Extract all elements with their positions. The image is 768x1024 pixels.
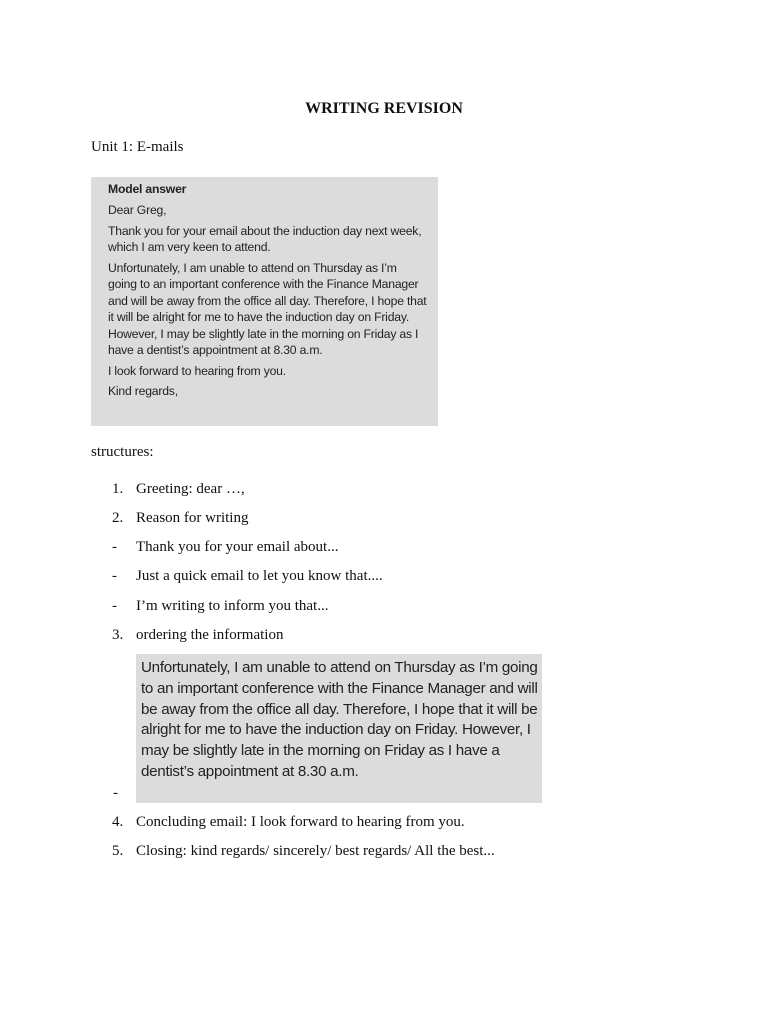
excerpt-box: Unfortunately, I am unable to attend on Thursday as I’m going to an important conference with the Finance Manager and will be away from the office all day. Therefore, I hope that it will be alright for me to have the induction day on Friday. However, I may be slightly late in the morning on Friday as I have a dentist’s appointment at 8.30 a.m. <box>136 654 542 803</box>
list-text: Closing: kind regards/ sincerely/ best regards/ All the best... <box>136 843 495 859</box>
list-marker: 2. <box>112 510 124 526</box>
list-text: ordering the information <box>136 627 284 643</box>
unit-heading: Unit 1: E-mails <box>91 139 184 155</box>
list-text: Greeting: dear …, <box>136 481 245 497</box>
list-text: I’m writing to inform you that... <box>136 598 329 614</box>
model-answer-paragraph: Dear Greg, <box>108 203 167 217</box>
page-title: WRITING REVISION <box>305 100 463 117</box>
list-marker: - <box>112 598 117 614</box>
model-answer-paragraph: Unfortunately, I am unable to attend on Thursday as I’m going to an important conference with the Finance Manager and will be away from the office all day. Therefore, I hope that it will be alright for me to have the induction day on Friday. However, I may be slightly late in the morning on Friday as I have a dentist’s appointment at 8.30 a.m. <box>108 260 427 357</box>
list-text: Thank you for your email about... <box>136 539 339 555</box>
list-text: Reason for writing <box>136 510 249 526</box>
model-answer-box <box>91 177 438 426</box>
list-marker: - <box>112 539 117 555</box>
list-marker: 3. <box>112 627 124 643</box>
list-text: Just a quick email to let you know that.... <box>136 568 383 584</box>
list-marker: - <box>113 785 118 801</box>
model-answer-paragraph: Kind regards, <box>108 384 178 398</box>
structures-label: structures: <box>91 444 154 460</box>
list-marker: 1. <box>112 481 124 497</box>
model-answer-paragraph: I look forward to hearing from you. <box>108 363 286 378</box>
list-text: Concluding email: I look forward to hearing from you. <box>136 814 465 830</box>
list-marker: - <box>112 568 117 584</box>
list-marker: 4. <box>112 814 124 830</box>
model-answer-heading: Model answer <box>108 182 187 196</box>
list-marker: 5. <box>112 843 124 859</box>
model-answer-paragraph: Thank you for your email about the induction day next week, which I am very keen to attend. <box>108 223 422 254</box>
